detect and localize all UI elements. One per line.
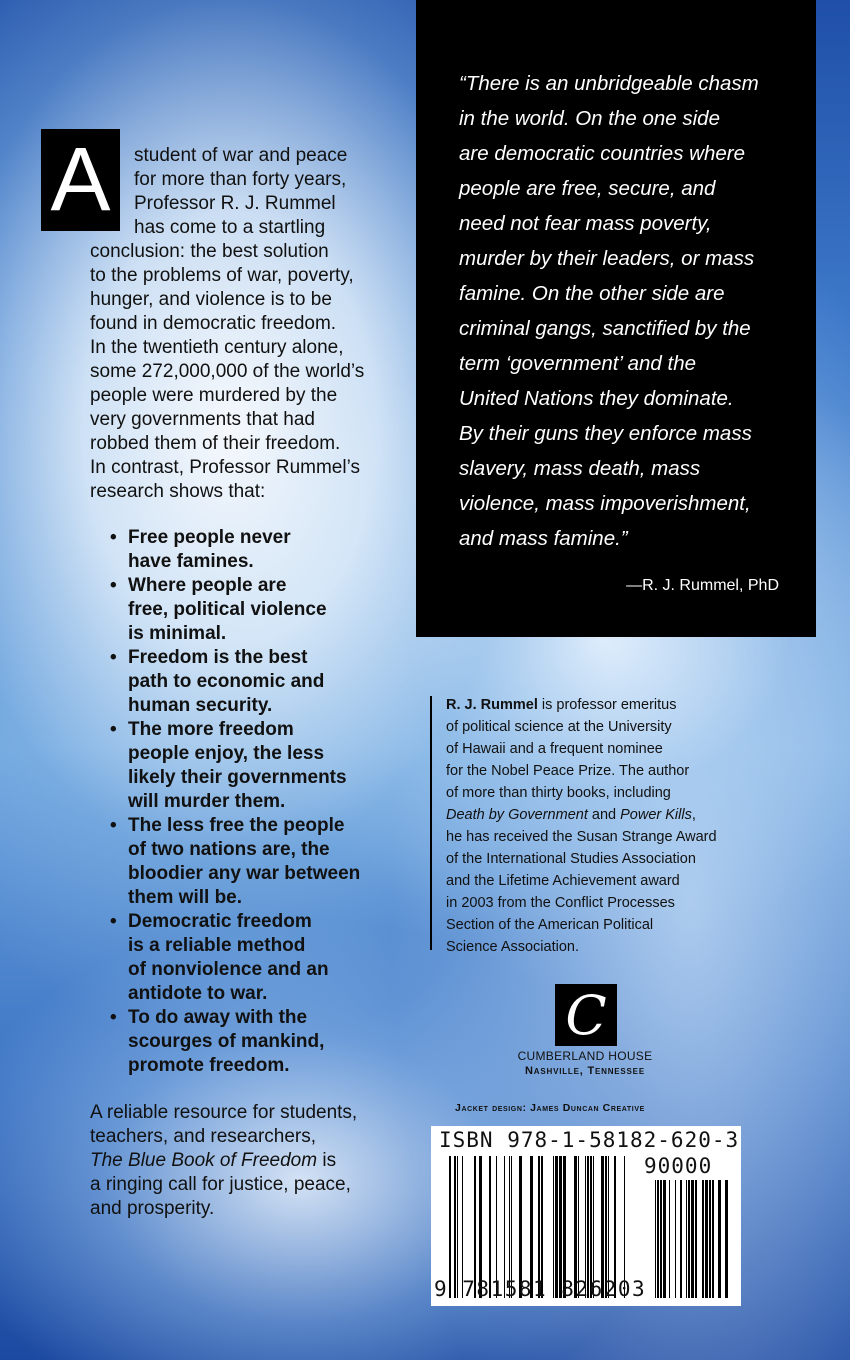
closing-line: a ringing call for justice, peace, [90, 1174, 351, 1195]
addon-bar [669, 1180, 670, 1298]
intro-paragraph [90, 144, 410, 504]
finding-item [110, 574, 360, 646]
finding-line: free, political violence [128, 599, 327, 620]
finding-line: The more freedom [128, 719, 294, 740]
finding-line: antidote to war. [128, 983, 268, 1004]
quote-line: violence, mass impoverishment, [459, 492, 751, 515]
intro-line: to the problems of war, poverty, [90, 265, 354, 286]
quote-line: need not fear mass poverty, [459, 212, 712, 235]
finding-item [110, 910, 360, 1006]
finding-line: To do away with the [128, 1007, 308, 1028]
addon-bar [705, 1180, 708, 1298]
finding-item [110, 646, 360, 718]
closing-line: teachers, and researchers, [90, 1126, 317, 1147]
finding-line: have famines. [128, 551, 254, 572]
isbn-barcode [431, 1126, 741, 1306]
logo-letter: C [565, 984, 607, 1046]
bio-line [446, 804, 746, 826]
bio-rule [430, 696, 432, 950]
bullet-icon: • [110, 719, 117, 740]
quote-text [459, 66, 809, 556]
author-name: R. J. Rummel [446, 697, 538, 713]
closing-paragraph [90, 1101, 357, 1221]
closing-line: A reliable resource for students, [90, 1102, 358, 1123]
finding-line: path to economic and [128, 671, 325, 692]
intro-line: robbed them of their freedom. [90, 433, 341, 454]
bullet-icon: • [110, 815, 117, 836]
quote-box [416, 0, 816, 637]
bullet-icon: • [110, 1007, 117, 1028]
bullet-icon: • [110, 575, 117, 596]
author-bio [446, 694, 746, 958]
finding-item [110, 526, 360, 574]
intro-line: research shows that: [90, 481, 266, 502]
publisher-name: CUMBERLAND HOUSE [517, 1049, 653, 1063]
findings-list [110, 526, 360, 1078]
bio-line: for the Nobel Peace Prize. The author [446, 763, 690, 779]
bio-line: of the International Studies Association [446, 851, 696, 867]
addon-bar [680, 1180, 682, 1298]
quote-line: murder by their leaders, or mass [459, 247, 755, 270]
finding-line: scourges of mankind, [128, 1031, 325, 1052]
addon-bar [718, 1180, 721, 1298]
addon-bar [660, 1180, 662, 1298]
quote-line: people are free, secure, and [459, 177, 716, 200]
publisher-logo-mark [555, 984, 617, 1046]
isbn-label: ISBN 978-1-58182-620-3 [439, 1128, 740, 1152]
publisher-logo [555, 984, 617, 1046]
finding-line: is a reliable method [128, 935, 306, 956]
bio-line: Section of the American Political [446, 917, 654, 933]
finding-line: will murder them. [128, 791, 286, 812]
addon-bar [712, 1180, 714, 1298]
intro-line: hunger, and violence is to be [90, 289, 332, 310]
addon-bar [702, 1180, 704, 1298]
quote-line: in the world. On the one side [459, 107, 720, 130]
finding-item [110, 1006, 360, 1078]
finding-line: them will be. [128, 887, 243, 908]
finding-line: bloodier any war between [128, 863, 361, 884]
bio-line: of more than thirty books, including [446, 785, 671, 801]
intro-line: for more than forty years, [134, 169, 347, 190]
finding-line: is minimal. [128, 623, 227, 644]
addon-bar [686, 1180, 687, 1298]
closing-line: and prosperity. [90, 1198, 215, 1219]
bio-line: of Hawaii and a frequent nominee [446, 741, 663, 757]
bio-line: and the Lifetime Achievement award [446, 873, 680, 889]
bio-line [446, 694, 746, 716]
bio-line: Science Association. [446, 939, 579, 955]
quote-line: famine. On the other side are [459, 282, 725, 305]
closing-line-rest: is [317, 1150, 337, 1171]
quote-line: criminal gangs, sanctified by the [459, 317, 751, 340]
quote-line: By their guns they enforce mass [459, 422, 752, 445]
finding-line: likely their governments [128, 767, 347, 788]
intro-line: has come to a startling [134, 217, 326, 238]
intro-line: conclusion: the best solution [90, 241, 329, 262]
intro-line: found in democratic freedom. [90, 313, 337, 334]
book-title: Power Kills [620, 807, 692, 823]
finding-item [110, 718, 360, 814]
addon-bar [725, 1180, 728, 1298]
closing-line [90, 1149, 357, 1173]
finding-line: Free people never [128, 527, 291, 548]
finding-line: Democratic freedom [128, 911, 312, 932]
publisher-city: Nashville, Tennessee [525, 1065, 645, 1077]
bullet-icon: • [110, 527, 117, 548]
quote-line: and mass famine.” [459, 527, 628, 550]
price-code: 90000 [644, 1154, 713, 1178]
finding-line: Where people are [128, 575, 287, 596]
bio-comma: , [691, 807, 696, 823]
bio-and: and [587, 807, 621, 823]
bio-line: he has received the Susan Strange Award [446, 829, 717, 845]
bio-line-rest: is professor emeritus [537, 697, 677, 713]
finding-line: The less free the people [128, 815, 345, 836]
addon-bar [709, 1180, 711, 1298]
finding-line: promote freedom. [128, 1055, 290, 1076]
bio-line: of political science at the University [446, 719, 672, 735]
quote-attribution: —R. J. Rummel, PhD [626, 577, 779, 594]
intro-line: very governments that had [90, 409, 315, 430]
intro-line: In contrast, Professor Rummel’s [90, 457, 360, 478]
quote-line: slavery, mass death, mass [459, 457, 701, 480]
addon-bar [655, 1180, 656, 1298]
book-title: Death by Government [446, 807, 588, 823]
intro-line: In the twentieth century alone, [90, 337, 344, 358]
finding-line: people enjoy, the less [128, 743, 325, 764]
addon-bar [691, 1180, 694, 1298]
finding-item [110, 814, 360, 910]
finding-line: Freedom is the best [128, 647, 308, 668]
bio-line: in 2003 from the Conflict Processes [446, 895, 675, 911]
finding-line: human security. [128, 695, 273, 716]
addon-bar [695, 1180, 697, 1298]
drop-cap: A [41, 129, 120, 231]
addon-bar [663, 1180, 666, 1298]
addon-bar [675, 1180, 676, 1298]
intro-line: student of war and peace [134, 145, 348, 166]
jacket-credit: Jacket design: James Duncan Creative [455, 1102, 645, 1114]
bullet-icon: • [110, 911, 117, 932]
quote-line: United Nations they dominate. [459, 387, 734, 410]
quote-line: “There is an unbridgeable chasm [459, 72, 759, 95]
addon-bar [688, 1180, 690, 1298]
addon-bar [657, 1180, 659, 1298]
quote-line: term ‘government’ and the [459, 352, 697, 375]
quote-line: are democratic countries where [459, 142, 745, 165]
finding-line: of nonviolence and an [128, 959, 329, 980]
intro-line: people were murdered by the [90, 385, 338, 406]
finding-line: of two nations are, the [128, 839, 330, 860]
intro-line: Professor R. J. Rummel [134, 193, 336, 214]
bullet-icon: • [110, 647, 117, 668]
book-title: The Blue Book of Freedom [90, 1150, 318, 1171]
intro-line: some 272,000,000 of the world’s [90, 361, 365, 382]
barcode-digits: 9 781581 826203 [434, 1277, 647, 1301]
